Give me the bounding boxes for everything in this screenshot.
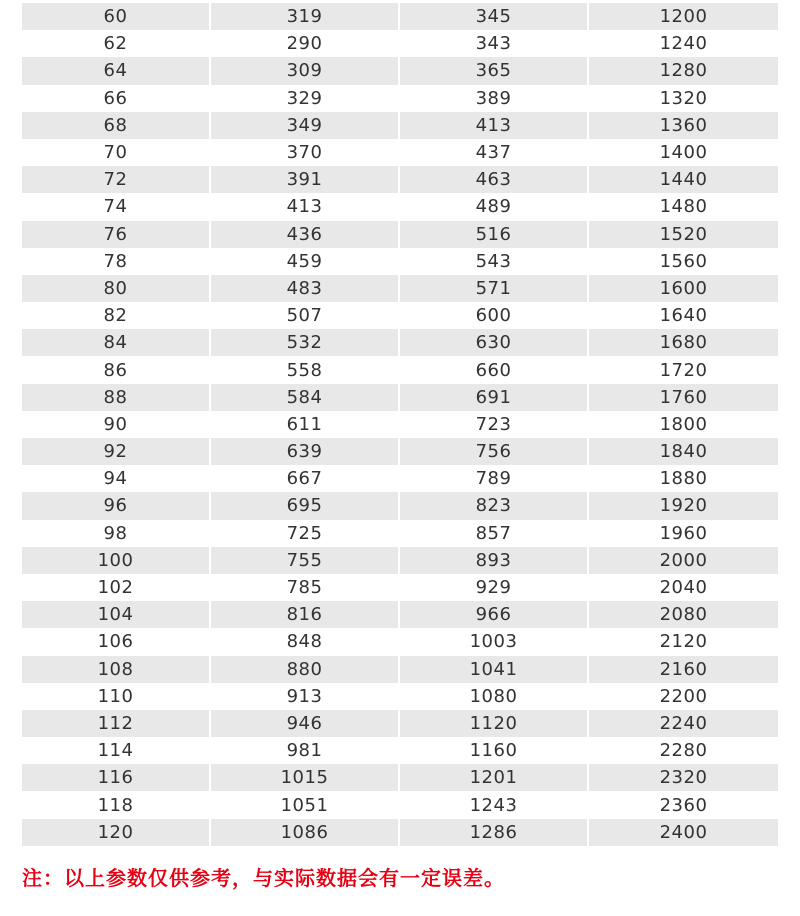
table-cell: 611 (211, 411, 400, 438)
table-cell: 1080 (400, 683, 589, 710)
table-cell: 2360 (589, 791, 778, 818)
table-cell: 1003 (400, 628, 589, 655)
table-cell: 584 (211, 384, 400, 411)
table-cell: 389 (400, 85, 589, 112)
table-cell: 62 (22, 30, 211, 57)
table-cell: 365 (400, 57, 589, 84)
table-cell: 437 (400, 139, 589, 166)
table-cell: 1360 (589, 112, 778, 139)
table-row (22, 438, 778, 465)
table-cell: 104 (22, 601, 211, 628)
table-cell: 92 (22, 438, 211, 465)
table-row (22, 628, 778, 655)
table-cell: 1840 (589, 438, 778, 465)
table-row (22, 791, 778, 818)
table-row (22, 248, 778, 275)
table-cell: 86 (22, 356, 211, 383)
table-cell: 558 (211, 356, 400, 383)
table-row (22, 139, 778, 166)
table-cell: 2320 (589, 764, 778, 791)
table-row (22, 356, 778, 383)
table-cell: 66 (22, 85, 211, 112)
table-cell: 72 (22, 166, 211, 193)
table-cell: 1520 (589, 221, 778, 248)
table-row (22, 30, 778, 57)
table-row (22, 112, 778, 139)
table-cell: 2400 (589, 819, 778, 846)
table-cell: 1480 (589, 193, 778, 220)
table-cell: 929 (400, 574, 589, 601)
table-cell: 391 (211, 166, 400, 193)
table-row (22, 764, 778, 791)
table-row (22, 492, 778, 519)
table-cell: 1200 (589, 3, 778, 30)
data-table (22, 3, 778, 846)
table-cell: 1960 (589, 520, 778, 547)
table-cell: 1240 (589, 30, 778, 57)
table-cell: 1201 (400, 764, 589, 791)
table-row (22, 221, 778, 248)
table-row (22, 193, 778, 220)
table-cell: 725 (211, 520, 400, 547)
table-cell: 755 (211, 547, 400, 574)
table-cell: 516 (400, 221, 589, 248)
table-cell: 80 (22, 275, 211, 302)
table-cell: 370 (211, 139, 400, 166)
table-cell: 639 (211, 438, 400, 465)
table-cell: 913 (211, 683, 400, 710)
table-cell: 723 (400, 411, 589, 438)
table-cell: 1800 (589, 411, 778, 438)
table-cell: 1120 (400, 710, 589, 737)
table-cell: 84 (22, 329, 211, 356)
table-row (22, 574, 778, 601)
table-cell: 459 (211, 248, 400, 275)
table-row (22, 465, 778, 492)
table-cell: 349 (211, 112, 400, 139)
table-cell: 436 (211, 221, 400, 248)
table-cell: 2200 (589, 683, 778, 710)
table-row (22, 166, 778, 193)
table-cell: 1680 (589, 329, 778, 356)
table-cell: 1600 (589, 275, 778, 302)
table-cell: 2160 (589, 656, 778, 683)
table-cell: 106 (22, 628, 211, 655)
table-row (22, 85, 778, 112)
table-cell: 966 (400, 601, 589, 628)
table-cell: 785 (211, 574, 400, 601)
table-cell: 112 (22, 710, 211, 737)
table-cell: 74 (22, 193, 211, 220)
table-cell: 691 (400, 384, 589, 411)
table-cell: 76 (22, 221, 211, 248)
table-row (22, 547, 778, 574)
table-cell: 2000 (589, 547, 778, 574)
table-row (22, 683, 778, 710)
table-cell: 857 (400, 520, 589, 547)
table-cell: 413 (211, 193, 400, 220)
table-cell: 571 (400, 275, 589, 302)
table-cell: 413 (400, 112, 589, 139)
table-cell: 78 (22, 248, 211, 275)
table-cell: 98 (22, 520, 211, 547)
table-cell: 489 (400, 193, 589, 220)
table-cell: 600 (400, 302, 589, 329)
table-cell: 2080 (589, 601, 778, 628)
table-cell: 1640 (589, 302, 778, 329)
table-cell: 1286 (400, 819, 589, 846)
table-cell: 1760 (589, 384, 778, 411)
table-row (22, 819, 778, 846)
table-cell: 114 (22, 737, 211, 764)
table-cell: 1320 (589, 85, 778, 112)
table-row (22, 384, 778, 411)
table-cell: 2280 (589, 737, 778, 764)
table-cell: 1243 (400, 791, 589, 818)
table-cell: 1160 (400, 737, 589, 764)
table-cell: 309 (211, 57, 400, 84)
table-cell: 695 (211, 492, 400, 519)
table-cell: 848 (211, 628, 400, 655)
table-row (22, 737, 778, 764)
table-row (22, 411, 778, 438)
table-cell: 82 (22, 302, 211, 329)
table-cell: 1400 (589, 139, 778, 166)
table-row (22, 710, 778, 737)
table-cell: 1280 (589, 57, 778, 84)
disclaimer-note: 注：以上参数仅供参考，与实际数据会有一定误差。 (22, 866, 505, 890)
table-cell: 100 (22, 547, 211, 574)
table-cell: 343 (400, 30, 589, 57)
table-row (22, 302, 778, 329)
table-cell: 946 (211, 710, 400, 737)
table-cell: 667 (211, 465, 400, 492)
table-cell: 2120 (589, 628, 778, 655)
table-cell: 789 (400, 465, 589, 492)
table-cell: 893 (400, 547, 589, 574)
table-cell: 660 (400, 356, 589, 383)
table-cell: 90 (22, 411, 211, 438)
table-cell: 1720 (589, 356, 778, 383)
table-cell: 816 (211, 601, 400, 628)
table-cell: 96 (22, 492, 211, 519)
table-cell: 463 (400, 166, 589, 193)
table-cell: 823 (400, 492, 589, 519)
table-cell: 880 (211, 656, 400, 683)
table-cell: 507 (211, 302, 400, 329)
table-cell: 70 (22, 139, 211, 166)
table-cell: 543 (400, 248, 589, 275)
table-cell: 68 (22, 112, 211, 139)
table-cell: 1920 (589, 492, 778, 519)
table-cell: 345 (400, 3, 589, 30)
table-cell: 756 (400, 438, 589, 465)
table-cell: 1015 (211, 764, 400, 791)
table-cell: 64 (22, 57, 211, 84)
table-cell: 981 (211, 737, 400, 764)
table-cell: 110 (22, 683, 211, 710)
table-cell: 118 (22, 791, 211, 818)
table-cell: 290 (211, 30, 400, 57)
table-cell: 2240 (589, 710, 778, 737)
table-cell: 1560 (589, 248, 778, 275)
table-cell: 630 (400, 329, 589, 356)
table-cell: 483 (211, 275, 400, 302)
table-cell: 1086 (211, 819, 400, 846)
table-cell: 60 (22, 3, 211, 30)
table-row (22, 656, 778, 683)
table-cell: 1880 (589, 465, 778, 492)
table-cell: 1051 (211, 791, 400, 818)
table-row (22, 601, 778, 628)
table-row (22, 275, 778, 302)
table-row (22, 3, 778, 30)
table-cell: 532 (211, 329, 400, 356)
table-cell: 88 (22, 384, 211, 411)
table-cell: 116 (22, 764, 211, 791)
table-row (22, 57, 778, 84)
table-cell: 1041 (400, 656, 589, 683)
table-cell: 120 (22, 819, 211, 846)
table-row (22, 329, 778, 356)
table-row (22, 520, 778, 547)
table-cell: 2040 (589, 574, 778, 601)
table-cell: 94 (22, 465, 211, 492)
table-cell: 329 (211, 85, 400, 112)
table-cell: 319 (211, 3, 400, 30)
table-cell: 102 (22, 574, 211, 601)
table-cell: 108 (22, 656, 211, 683)
table-cell: 1440 (589, 166, 778, 193)
